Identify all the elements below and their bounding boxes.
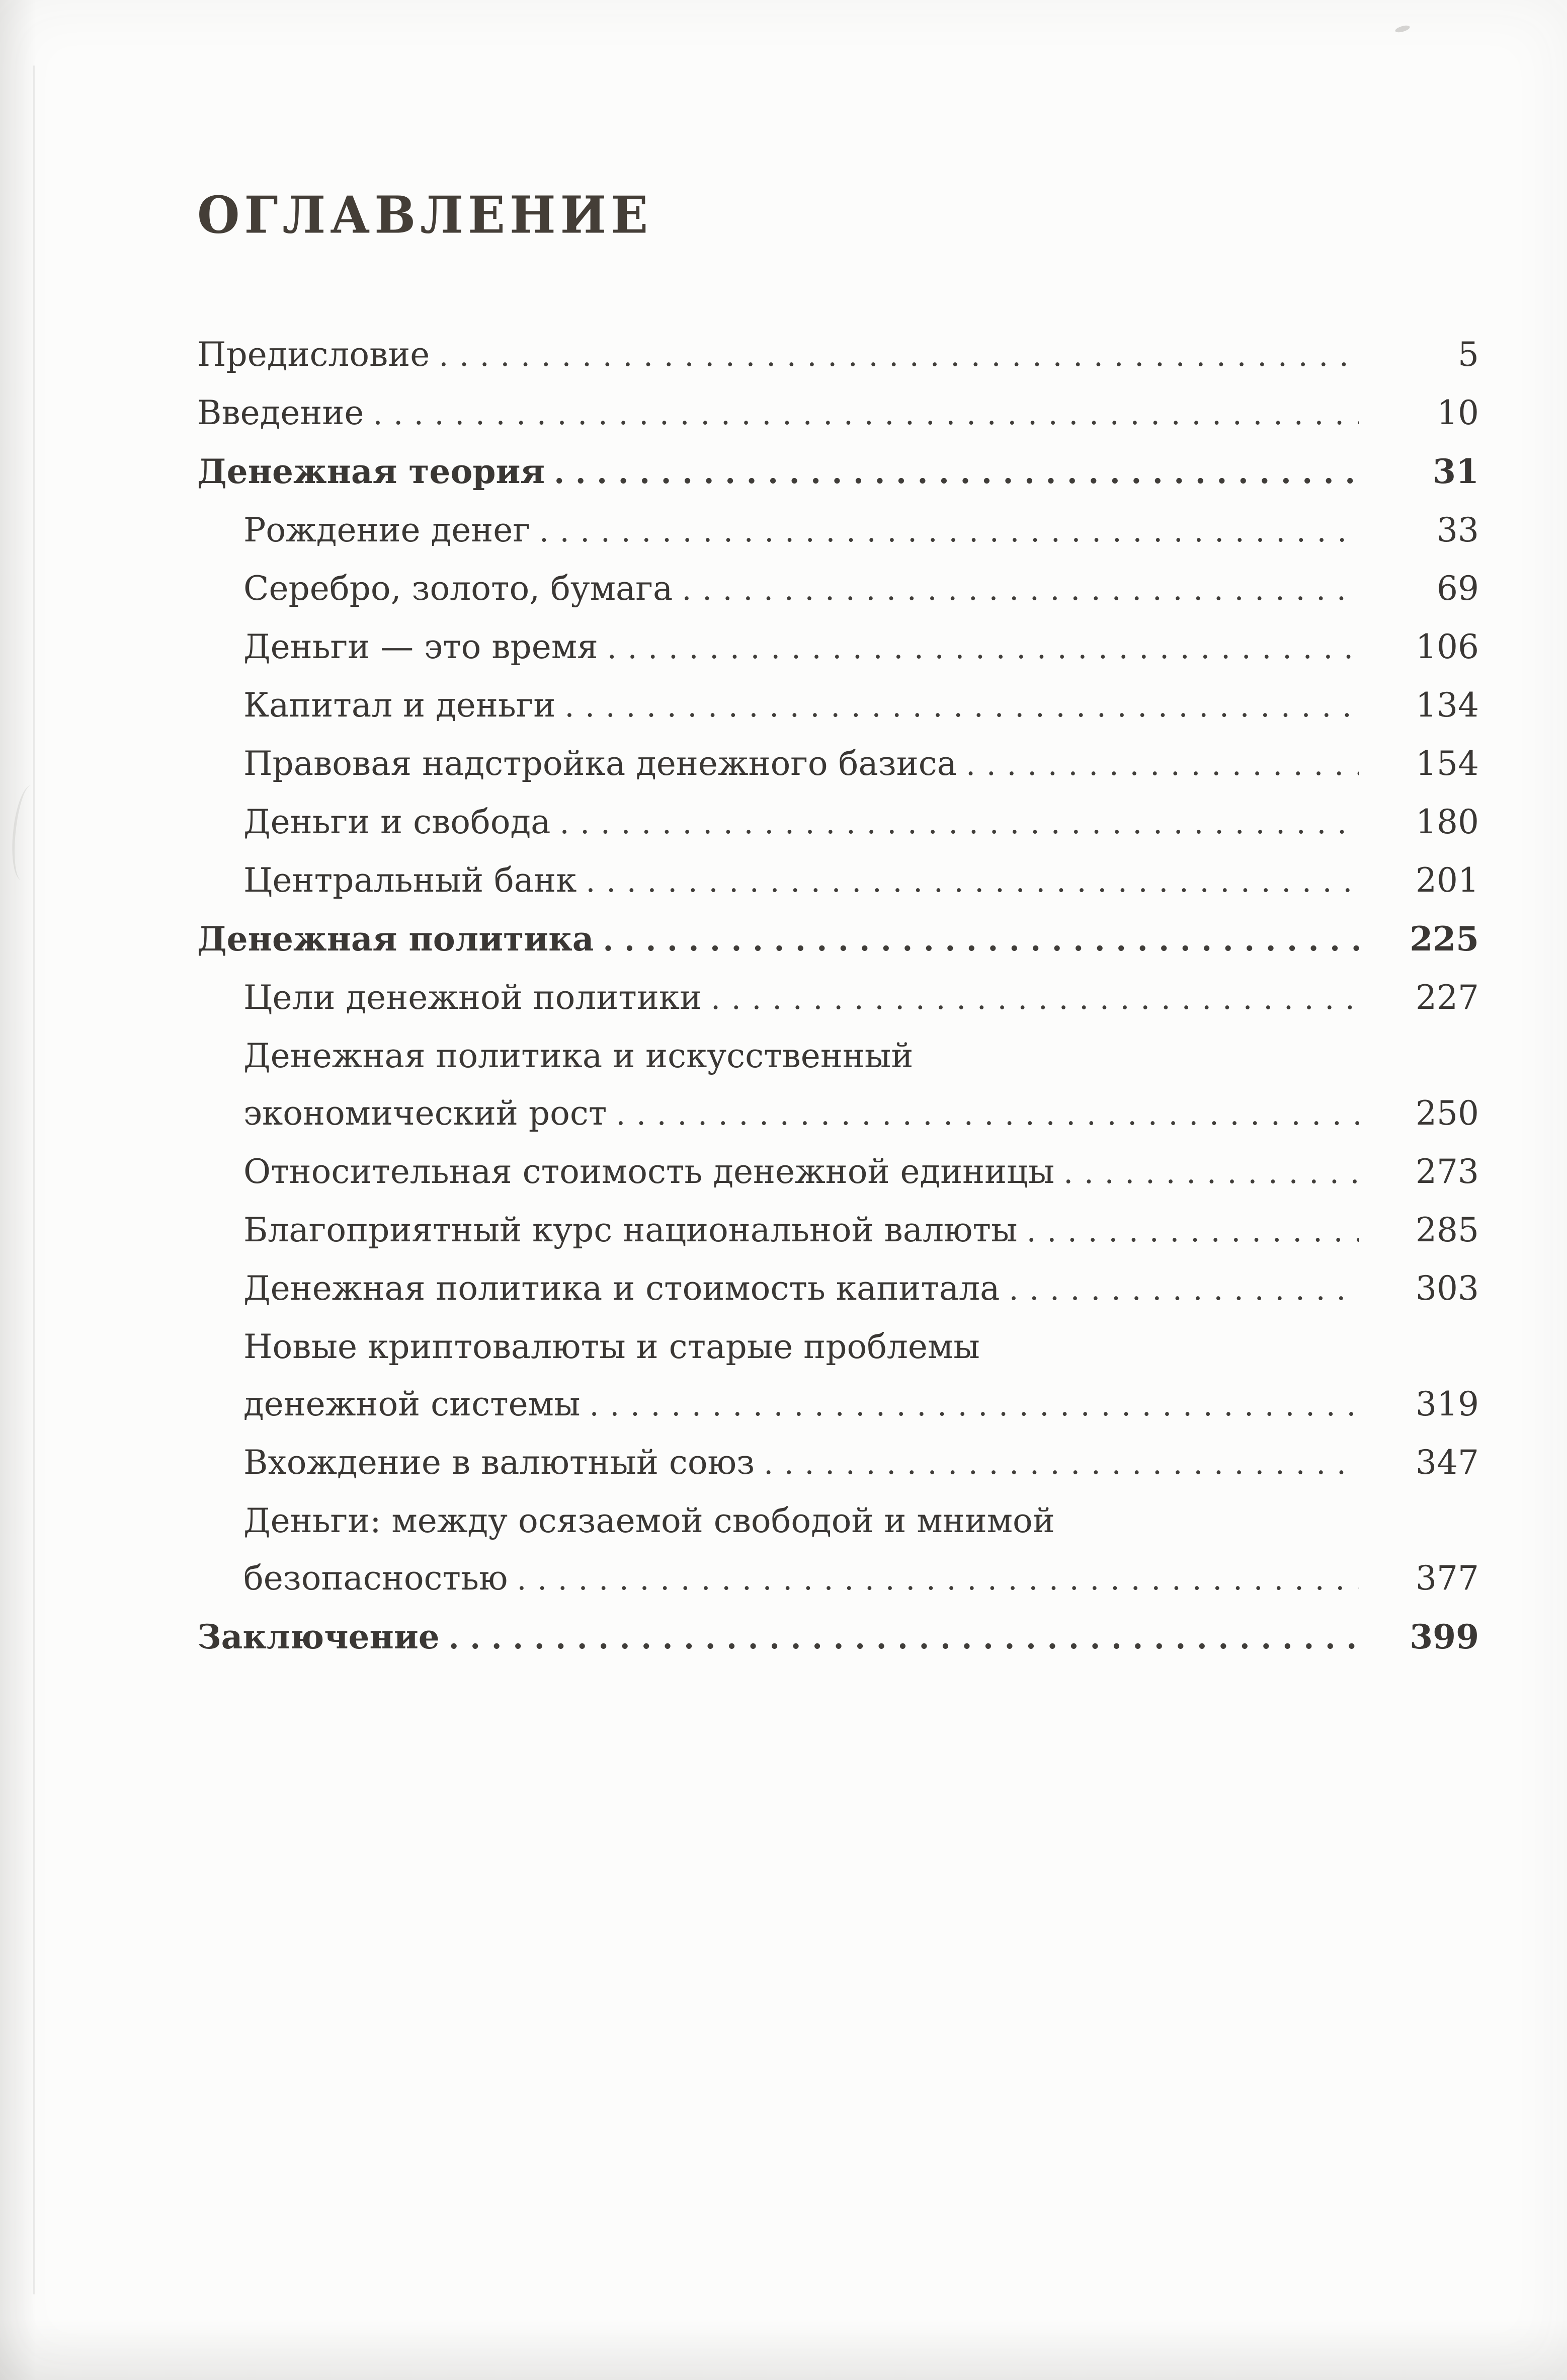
- toc-entry: [197, 1260, 1479, 1318]
- dot-leader: [539, 503, 1359, 560]
- toc-entry-label: Благоприятный курс национальной валюты: [243, 1211, 1018, 1249]
- toc-entry: [197, 1202, 1479, 1260]
- dot-leader: [711, 970, 1359, 1027]
- toc-entry-page: 33: [1437, 511, 1479, 549]
- toc-list: [197, 326, 1479, 1667]
- toc-entry: [197, 677, 1479, 735]
- toc-entry: [197, 969, 1479, 1027]
- toc-entry: [197, 910, 1479, 969]
- toc-entry: [197, 1550, 1479, 1608]
- toc-entry-label: Заключение: [197, 1617, 440, 1656]
- toc-entry-label: Центральный банк: [243, 861, 577, 900]
- toc-entry-label: Предисловие: [197, 335, 430, 374]
- toc-entry: [197, 618, 1479, 677]
- toc-entry-page: 303: [1416, 1269, 1479, 1308]
- toc-entry: [197, 1143, 1479, 1202]
- scan-edge-bottom-shadow: [0, 2320, 1567, 2380]
- dot-leader: [682, 561, 1359, 618]
- toc-entry: [197, 794, 1479, 852]
- dot-leader: [439, 327, 1359, 384]
- dot-leader: [517, 1551, 1359, 1608]
- toc-entry-label: Капитал и деньги: [243, 686, 556, 725]
- toc-entry-label: Деньги: между осязаемой свободой и мнимой: [243, 1501, 1055, 1540]
- toc-entry-label: Деньги — это время: [243, 627, 598, 666]
- toc-entry-page: 319: [1416, 1385, 1479, 1423]
- dot-leader: [1027, 1203, 1359, 1260]
- toc-entry-page: 377: [1416, 1559, 1479, 1598]
- toc-entry: [197, 1492, 1479, 1550]
- toc-entry: [197, 560, 1479, 618]
- toc-entry: [197, 1318, 1479, 1376]
- toc-entry-page: 69: [1437, 569, 1479, 608]
- dot-leader: [449, 1610, 1359, 1667]
- toc-entry-page: 106: [1416, 627, 1479, 666]
- toc-entry-page: 225: [1410, 919, 1479, 959]
- scan-edge-left-shadow: [0, 0, 48, 2380]
- toc-entry-page: 201: [1416, 861, 1479, 900]
- toc-entry-label: Введение: [197, 393, 364, 432]
- toc-entry-page: 285: [1416, 1211, 1479, 1249]
- toc-entry-page: 347: [1416, 1443, 1479, 1482]
- dot-leader: [590, 1377, 1359, 1434]
- toc-entry-page: 31: [1433, 452, 1479, 491]
- dot-leader: [607, 619, 1359, 677]
- toc-entry-page: 180: [1416, 803, 1479, 841]
- toc-entry: [197, 735, 1479, 794]
- toc-entry-label: безопасностью: [243, 1559, 508, 1598]
- toc-entry: [197, 326, 1479, 384]
- toc-entry-label: Рождение денег: [243, 511, 530, 549]
- toc-entry-label: Деньги и свобода: [243, 803, 551, 841]
- toc-entry-page: 273: [1416, 1152, 1479, 1191]
- toc-entry: [197, 1085, 1479, 1143]
- toc-content: [197, 185, 1479, 1667]
- toc-entry: [197, 1027, 1479, 1085]
- toc-entry-page: 250: [1416, 1094, 1479, 1133]
- toc-entry-page: 399: [1410, 1617, 1479, 1656]
- toc-entry: [197, 443, 1479, 502]
- toc-entry-label: Серебро, золото, бумага: [243, 569, 673, 608]
- toc-title: ОГЛАВЛЕНИЕ: [197, 185, 653, 245]
- dot-leader: [373, 385, 1359, 443]
- toc-entry-page: 134: [1416, 686, 1479, 725]
- toc-entry-label: Относительная стоимость денежной единицы: [243, 1152, 1055, 1191]
- dot-leader: [559, 795, 1359, 852]
- toc-entry-label: Денежная политика: [197, 919, 594, 959]
- toc-entry: [197, 502, 1479, 560]
- dot-leader: [564, 678, 1359, 735]
- toc-entry-page: 154: [1416, 744, 1479, 783]
- toc-entry-label: экономический рост: [243, 1094, 607, 1133]
- toc-entry-label: Правовая надстройка денежного базиса: [243, 744, 957, 783]
- toc-entry-label: Новые криптовалюты и старые проблемы: [243, 1327, 980, 1366]
- toc-entry-page: 10: [1437, 393, 1479, 432]
- dot-leader: [966, 736, 1359, 794]
- dot-leader: [554, 444, 1359, 502]
- toc-entry: [197, 852, 1479, 910]
- dot-leader: [1009, 1261, 1360, 1318]
- toc-entry-label: денежной системы: [243, 1385, 581, 1423]
- toc-entry-page: 5: [1458, 335, 1479, 374]
- toc-entry: [197, 384, 1479, 443]
- toc-entry-label: Денежная политика и искусственный: [243, 1037, 914, 1075]
- toc-entry-label: Цели денежной политики: [243, 978, 702, 1017]
- dot-leader: [616, 1086, 1359, 1143]
- dot-leader: [603, 912, 1359, 969]
- scan-speck: [1394, 24, 1411, 34]
- toc-entry-page: 227: [1416, 978, 1479, 1017]
- toc-entry: [197, 1434, 1479, 1492]
- toc-entry-label: Денежная политика и стоимость капитала: [243, 1269, 1000, 1308]
- toc-entry-label: Вхождение в валютный союз: [243, 1443, 755, 1482]
- dot-leader: [586, 853, 1359, 910]
- toc-entry: [197, 1376, 1479, 1434]
- dot-leader: [764, 1435, 1359, 1492]
- scan-edge-left-line: [33, 65, 35, 2294]
- toc-entry: [197, 1608, 1479, 1667]
- toc-entry-label: Денежная теория: [197, 452, 545, 491]
- dot-leader: [1063, 1144, 1359, 1202]
